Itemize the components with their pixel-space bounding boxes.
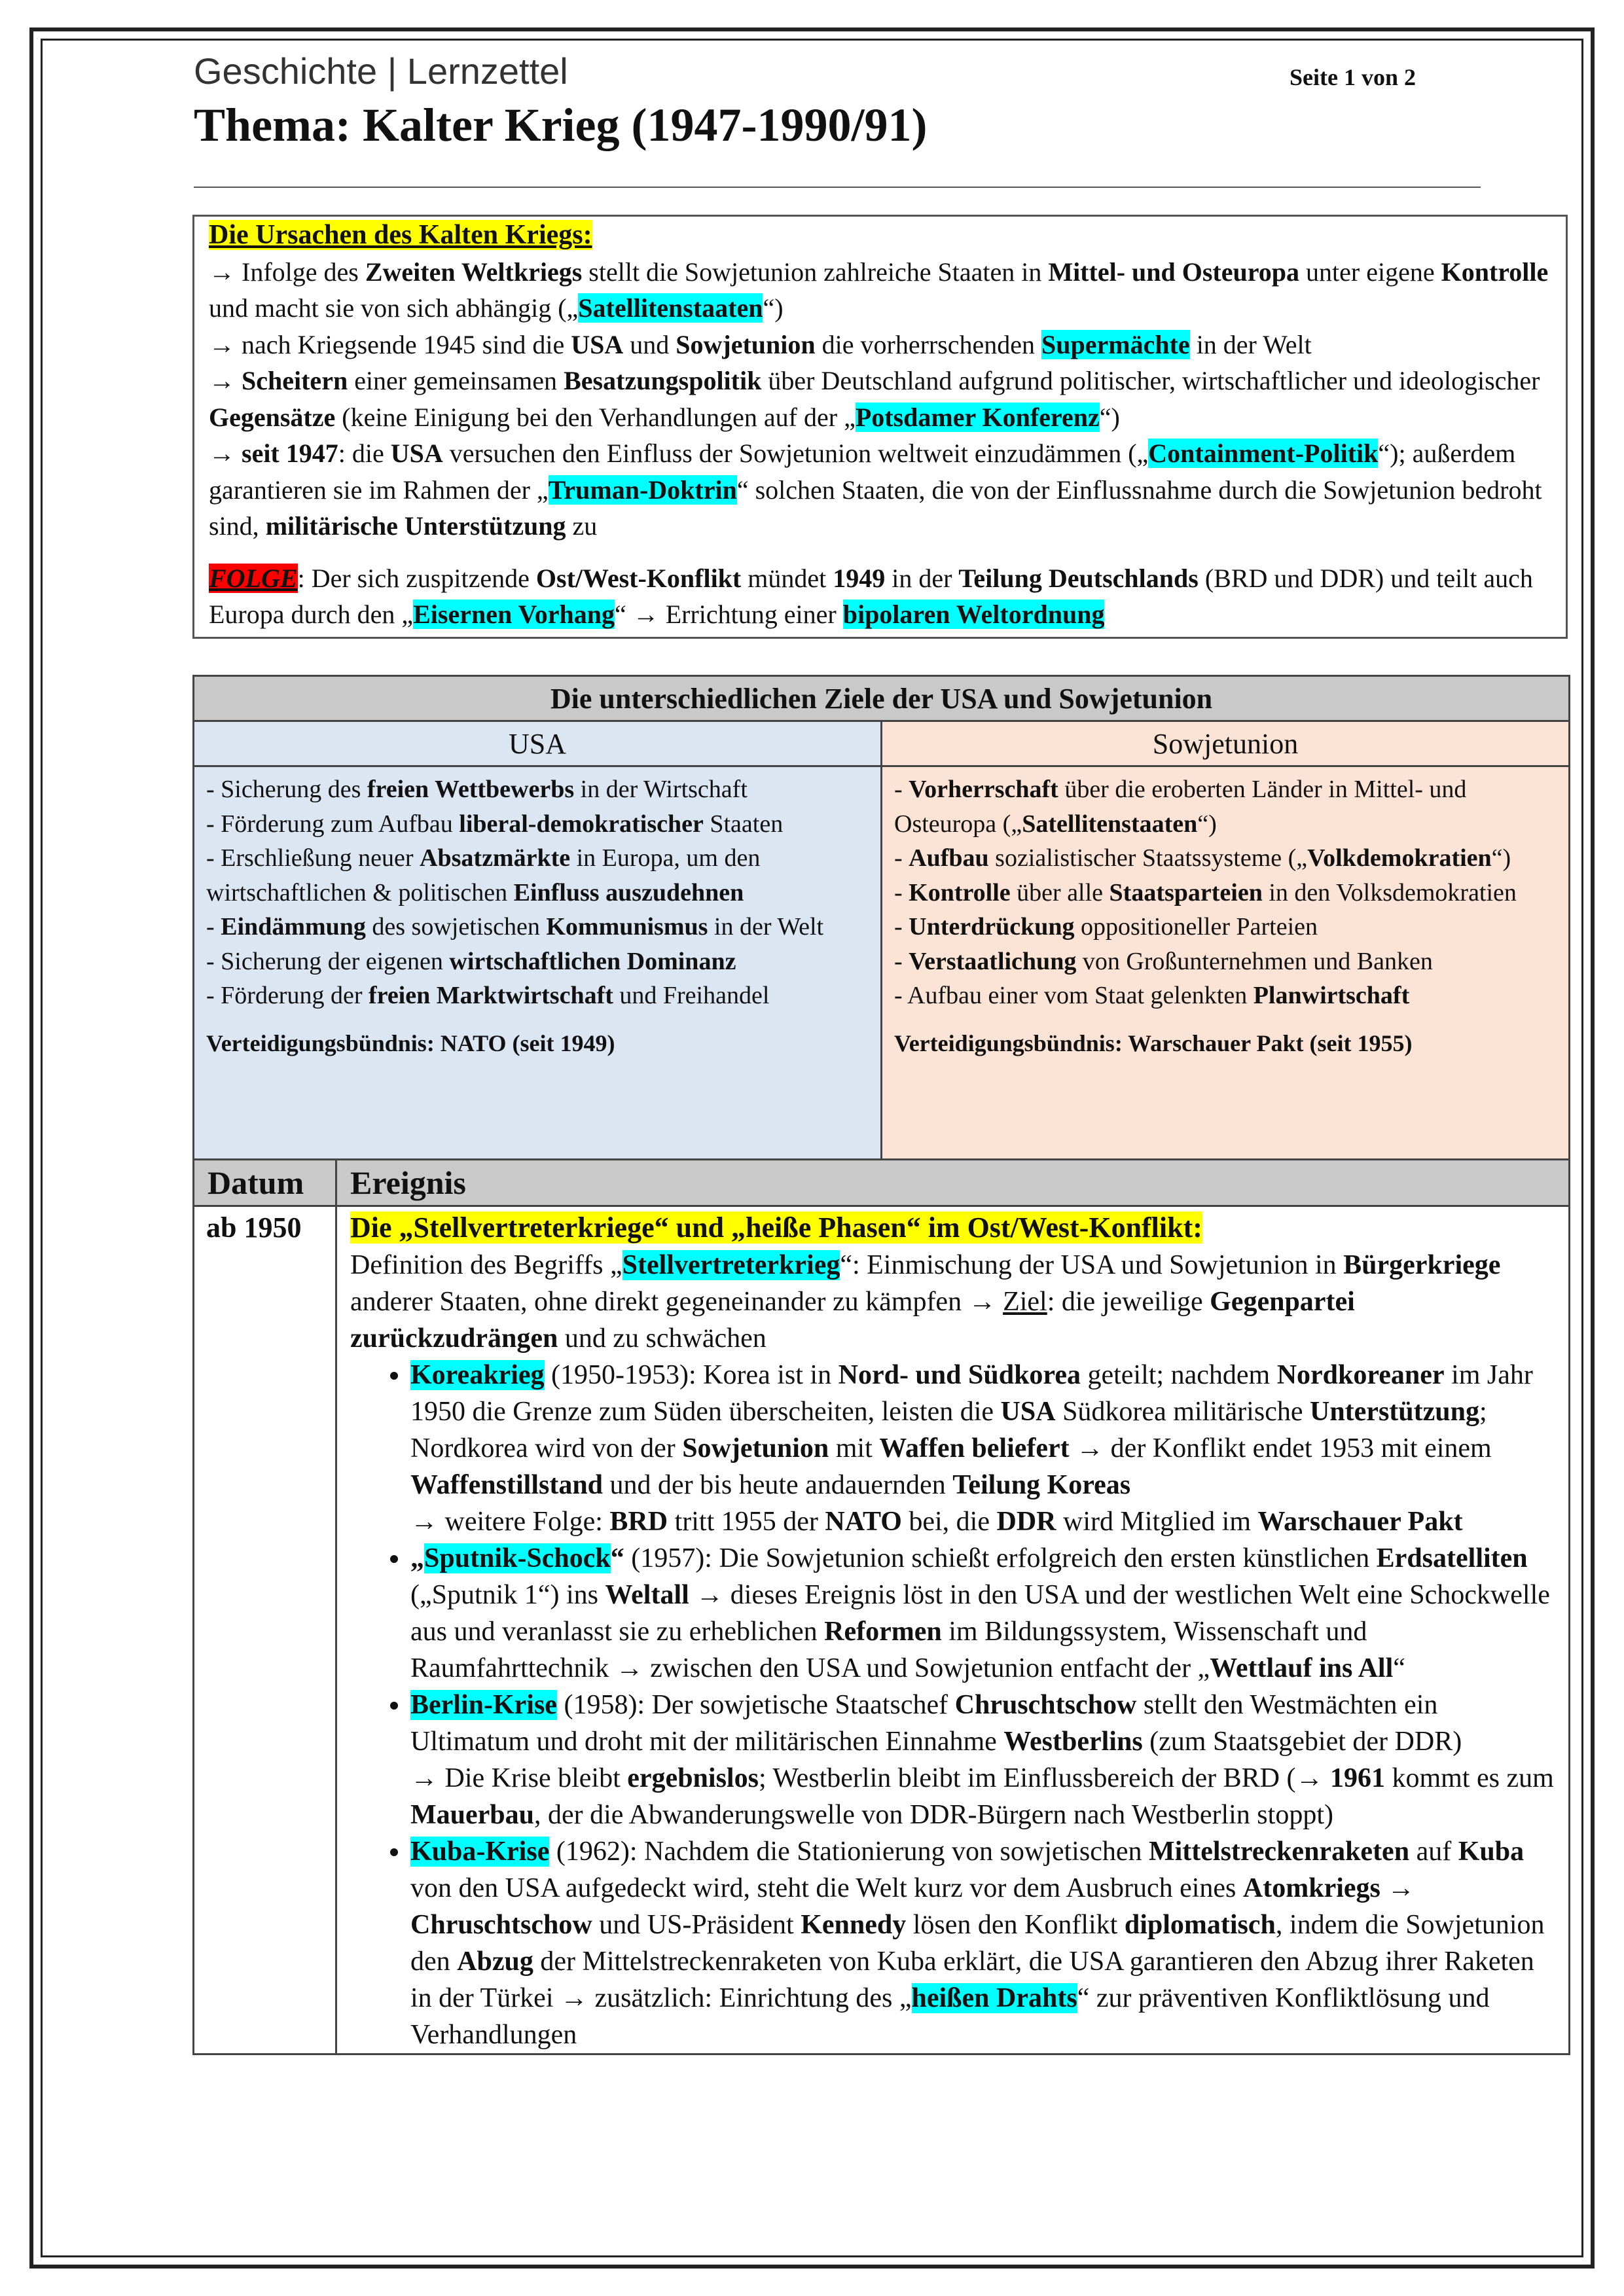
list-item: - Eindämmung des sowjetischen Kommunismus in der Welt [206,913,824,941]
list-item: - Verstaatlichung von Großunternehmen und Banken [894,947,1433,975]
event-date: ab 1950 [194,1206,336,2054]
goals-su-cell [882,766,1570,1204]
goals-su-list [894,772,1559,1013]
list-item: → seit 1947: die USA versuchen den Einfluss der Sowjetunion weltweit einzudämmen („Containment-Politik“); außerdem garantieren sie im Rahmen der „Truman-Doktrin“ solchen Staaten, die von der Einflussnahme durch die Sowjetunion bedroht sind, militärische Unterstützung zu [209,439,1542,541]
goals-su-header: Sowjetunion [882,721,1570,766]
goals-table-title: Die unterschiedlichen Ziele der USA und Sowjetunion [194,676,1570,721]
list-item: → Scheitern einer gemeinsamen Besatzungspolitik über Deutschland aufgrund politischer, wirtschaftlicher und ideologischer Gegensätze (keine Einigung bei den Verhandlungen auf der „Potsdamer Konferenz“) [209,366,1540,432]
page-title: Thema: Kalter Krieg (1947-1990/91) [194,99,928,151]
list-item: → nach Kriegsende 1945 sind die USA und Sowjetunion die vorherrschenden Supermächte in der Welt [209,329,1312,359]
list-item: - Erschließung neuer Absatzmärkte in Europa, um den wirtschaftlichen & politischen Einfluss auszudehnen [206,844,761,906]
list-item: - Vorherrschaft über die eroberten Länder in Mittel- und Osteuropa („Satellitenstaaten“) [894,776,1467,838]
event-bullet [410,1540,1557,1687]
goals-usa-alliance: Verteidigungsbündnis: NATO (seit 1949) [206,1030,615,1056]
events-date-header: Datum [194,1160,336,1206]
list-item: - Förderung der freien Marktwirtschaft und Freihandel [206,982,770,1009]
event-content [336,1206,1570,2054]
list-item: - Sicherung der eigenen wirtschaftlichen Dominanz [206,947,736,975]
title-divider [194,187,1481,188]
page-number: Seite 1 von 2 [1290,64,1416,90]
causes-paragraphs [209,254,1551,545]
goals-usa-list [206,772,871,1013]
event-bullet-line: • „Sputnik-Schock“ (1957): Die Sowjetunion schießt erfolgreich den ersten künstlichen Erdsatelliten („Sputnik 1“) ins Weltall → dieses Ereignis löst in den USA und der westlichen Welt eine Schockwelle aus und veranlasst sie zu erheblichen Reformen im Bildungssystem, Wissenschaft und Raumfahrttechnik → zwischen den USA und Sowjetunion entfacht der „Wettlauf ins All“ [410,1543,1550,1683]
event-bullet-line: → weitere Folge: BRD tritt 1955 der NATO bei, die DDR wird Mitglied im Warschauer Pakt [410,1507,1463,1537]
list-item: - Kontrolle über alle Staatsparteien in den Volksdemokratien [894,878,1517,906]
subject-label: Geschichte | Lernzettel [194,50,568,92]
causes-heading: Die Ursachen des Kalten Kriegs: [209,220,592,250]
list-item: - Unterdrückung oppositioneller Parteien [894,913,1318,941]
goals-su-alliance: Verteidigungsbündnis: Warschauer Pakt (seit 1955) [894,1030,1413,1056]
goals-usa-header: USA [194,721,882,766]
event-bullet-line: → Die Krise bleibt ergebnislos; Westberlin bleibt im Einflussbereich der BRD (→ 1961 kommt es zum Mauerbau, der die Abwanderungswelle von DDR-Bürgern nach Westberlin stoppt) [410,1763,1554,1830]
list-item: - Sicherung des freien Wettbewerbs in der Wirtschaft [206,776,748,803]
goals-table [192,675,1570,1205]
list-item: - Aufbau einer vom Staat gelenkten Planwirtschaft [894,982,1410,1009]
event-definition: Definition des Begriffs „Stellvertreterkrieg“: Einmischung der USA und Sowjetunion in Bürgerkriege anderer Staaten, ohne direkt gegeneinander zu kämpfen → Ziel: die jeweilige Gegenpartei zurückzudrängen und zu schwächen [350,1250,1501,1354]
event-bullet-line: • Kuba-Krise (1962): Nachdem die Stationierung von sowjetischen Mittelstreckenraketen auf Kuba von den USA aufgedeckt wird, steht die Welt kurz vor dem Ausbruch eines Atomkriegs → Chruschtschow und US-Präsident Kennedy lösen den Konflikt diplomatisch, indem die Sowjetunion den Abzug der Mittelstreckenraketen von Kuba erklärt, die USA garantieren den Abzug ihrer Raketen in der Türkei → zusätzlich: Einrichtung des „heißen Drahts“ zur präventiven Konfliktlösung und Verhandlungen [410,1837,1545,2050]
event-bullet-line: • Koreakrieg (1950-1953): Korea ist in Nord- und Südkorea geteilt; nachdem Nordkoreaner im Jahr 1950 die Grenze zum Süden überscheiten, leisten die USA Südkorea militärische Unterstützung; Nordkorea wird von der Sowjetunion mit Waffen beliefert → der Konflikt endet 1953 mit einem Waffenstillstand und der bis heute andauernden Teilung Koreas [410,1360,1533,1500]
list-item: → Infolge des Zweiten Weltkriegs stellt die Sowjetunion zahlreiche Staaten in Mittel- und Osteuropa unter eigene Kontrolle und macht sie von sich abhängig („Satellitenstaaten“) [209,257,1549,323]
list-item: - Förderung zum Aufbau liberal-demokratischer Staaten [206,810,784,838]
event-bullet [410,1357,1557,1540]
event-bullet [410,1687,1557,1833]
events-table [192,1158,1570,2055]
events-event-header: Ereignis [336,1160,1570,1206]
table-row [194,1206,1570,2054]
causes-consequence: FOLGE: Der sich zuspitzende Ost/West-Konflikt mündet 1949 in der Teilung Deutschlands (BRD und DDR) und teilt auch Europa durch den „Eisernen Vorhang“ → Errichtung einer bipolaren Weltordnung [209,563,1533,629]
event-bullet-list [350,1357,1557,2053]
event-bullet [410,1833,1557,2053]
goals-usa-cell [194,766,882,1204]
list-item: - Aufbau sozialistischer Staatssysteme („Volkdemokratien“) [894,844,1511,872]
event-bullet-line: • Berlin-Krise (1958): Der sowjetische Staatschef Chruschtschow stellt den Westmächten ein Ultimatum und droht mit der militärischen Einnahme Westberlins (zum Staatsgebiet der DDR) [410,1690,1462,1757]
event-heading: Die „Stellvertreterkriege“ und „heiße Phasen“ im Ost/West-Konflikt: [350,1211,1202,1244]
causes-box [192,215,1568,639]
